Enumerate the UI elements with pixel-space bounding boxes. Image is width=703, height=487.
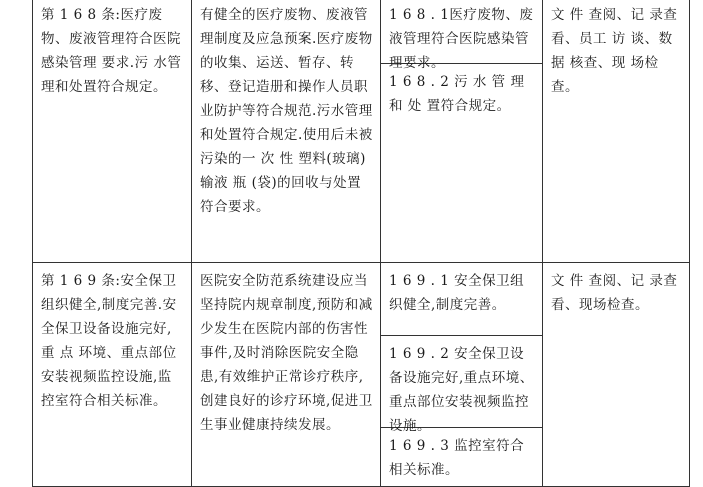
table-row [33,0,690,263]
article-cell: 第 1 6 8 条:医疗废物、废液管理符合医院感染管理 要求.污 水管 理和处置符合规定。 [33,0,192,263]
sub-item: 1 6 8 . 2 污 水 管 理 和 处 置符合规定。 [381,63,542,122]
sub-item: 1 6 8 . 1医疗废物、废液管理符合医院感染管理要求。 [389,7,534,71]
sub-item: 1 6 9 . 2 安全保卫设备设施完好,重点环境、重点部位安装视频监控设施。 [381,335,542,427]
table-row [33,263,690,487]
method-cell: 文 件 查阅、记 录查 看、员工 访 谈、数 据 核查、现 场检查。 [543,0,690,263]
requirement-cell: 有健全的医疗废物、废液管理制度及应急预案.医疗废物的收集、运送、暂存、转移、登记造册和操作人员职业防护等符合规范.污水管理和处置符合规定.使用后未被污染的一 次 性 塑料(玻璃)输液 瓶 (袋)的回收与处置符合要求。 [192,0,381,263]
sub-item: 1 6 9 . 1 安全保卫组织健全,制度完善。 [389,273,525,313]
article-cell: 第 1 6 9 条:安全保卫组织健全,制度完善.安全保卫设备设施完好,重 点 环境、重点部位安装视频监控设施,监控室符合相关标准。 [33,263,192,487]
items-cell [381,0,543,263]
requirement-cell: 医院安全防范系统建设应当坚持院内规章制度,预防和减少发生在医院内部的伤害性事件,及时消除医院安全隐患,有效维护正常诊疗秩序,创建良好的诊疗环境,促进卫生事业健康持续发展。 [192,263,381,487]
method-cell: 文 件 查阅、记 录查 看、现场检查。 [543,263,690,487]
sub-item: 1 6 9 . 3 监控室符合相关标准。 [381,427,542,486]
items-cell [381,263,543,487]
standards-table [32,0,690,487]
